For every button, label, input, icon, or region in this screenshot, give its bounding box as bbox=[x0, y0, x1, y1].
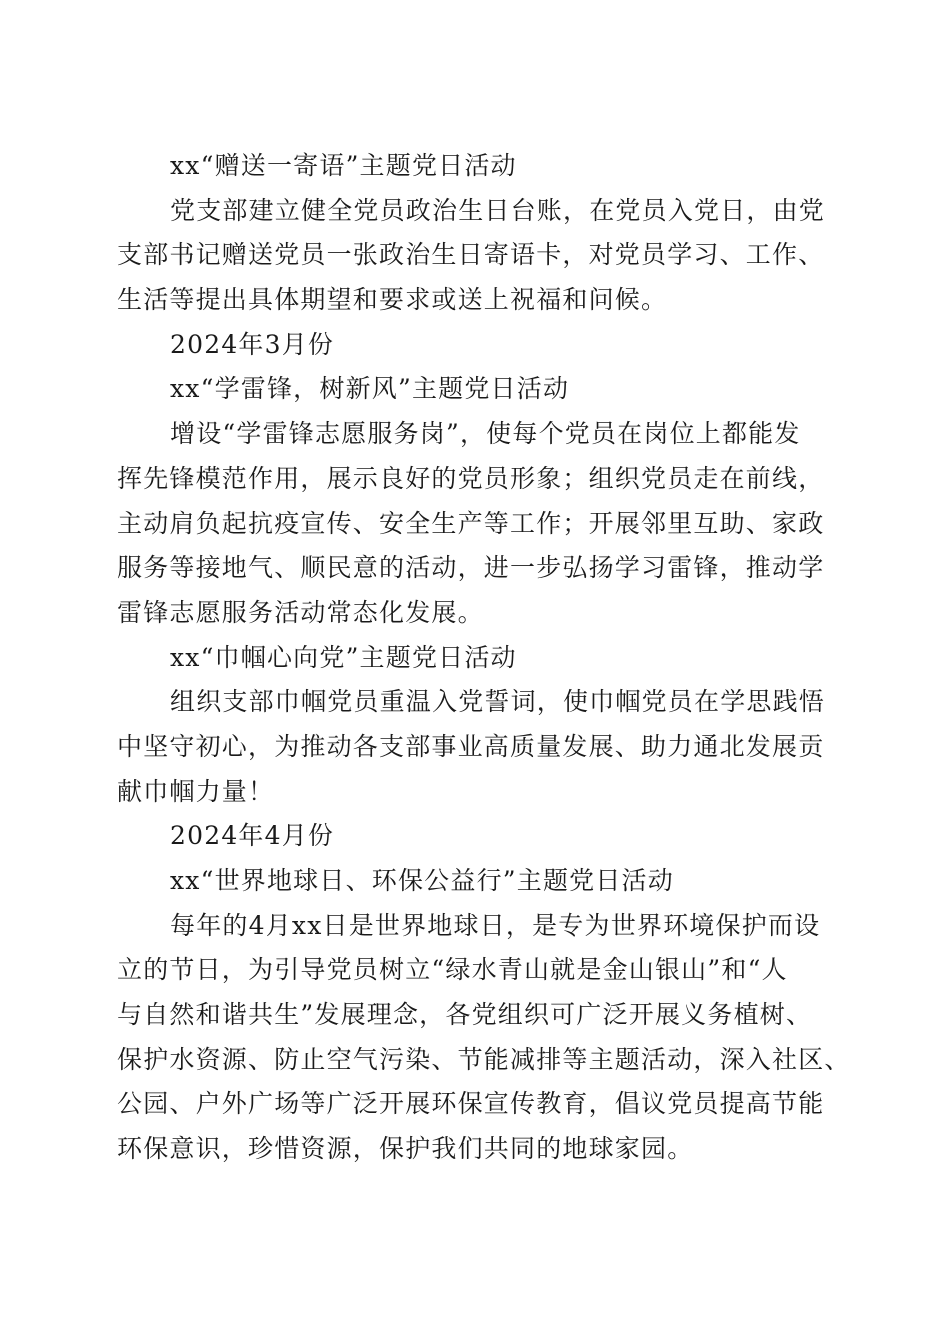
activity-title: xx“巾帼心向党”主题党日活动 bbox=[170, 642, 517, 672]
activity-title: xx“赠送一寄语”主题党日活动 bbox=[170, 151, 517, 180]
paragraph-line: 每年的4月xx日是世界地球日，是专为世界环境保护而设 bbox=[170, 910, 821, 940]
activity-title: xx“学雷锋，树新风”主题党日活动 bbox=[170, 374, 570, 404]
paragraph-line: 增设“学雷锋志愿服务岗”，使每个党员在岗位上都能发 bbox=[170, 419, 801, 449]
paragraph-line: 保护水资源、防止空气污染、节能减排等主题活动，深入社区、 bbox=[117, 1044, 851, 1074]
paragraph-line: 挥先锋模范作用，展示良好的党员形象；组织党员走在前线， bbox=[117, 463, 825, 493]
month-heading: 2024年4月份 bbox=[170, 821, 335, 851]
paragraph-line: 立的节日，为引导党员树立“绿水青山就是金山银山”和“人 bbox=[117, 955, 788, 985]
paragraph-line: 中坚守初心，为推动各支部事业高质量发展、助力通北发展贡 bbox=[117, 731, 825, 761]
activity-title: xx“世界地球日、环保公益行”主题党日活动 bbox=[170, 866, 674, 895]
paragraph-line: 与自然和谐共生”发展理念，各党组织可广泛开展义务植树、 bbox=[117, 1000, 813, 1030]
month-heading: 2024年3月份 bbox=[170, 329, 335, 359]
paragraph-line: 党支部建立健全党员政治生日台账，在党员入党日，由党 bbox=[170, 195, 826, 225]
paragraph-line: 献巾帼力量！ bbox=[117, 776, 275, 806]
document-page bbox=[117, 144, 851, 1172]
paragraph-line: 环保意识，珍惜资源，保护我们共同的地球家园。 bbox=[117, 1134, 694, 1164]
paragraph-line: 雷锋志愿服务活动常态化发展。 bbox=[117, 597, 484, 627]
paragraph-line: 主动肩负起抗疫宣传、安全生产等工作；开展邻里互助、家政 bbox=[117, 508, 825, 538]
paragraph-line: 生活等提出具体期望和要求或送上祝福和问候。 bbox=[117, 285, 668, 315]
paragraph-line: 组织支部巾帼党员重温入党誓词，使巾帼党员在学思践悟 bbox=[170, 687, 826, 717]
paragraph-line: 支部书记赠送党员一张政治生日寄语卡，对党员学习、工作、 bbox=[117, 240, 825, 270]
paragraph-line: 公园、户外广场等广泛开展环保宣传教育，倡议党员提高节能 bbox=[117, 1089, 825, 1119]
paragraph-line: 服务等接地气、顺民意的活动，进一步弘扬学习雷锋，推动学 bbox=[117, 553, 825, 583]
